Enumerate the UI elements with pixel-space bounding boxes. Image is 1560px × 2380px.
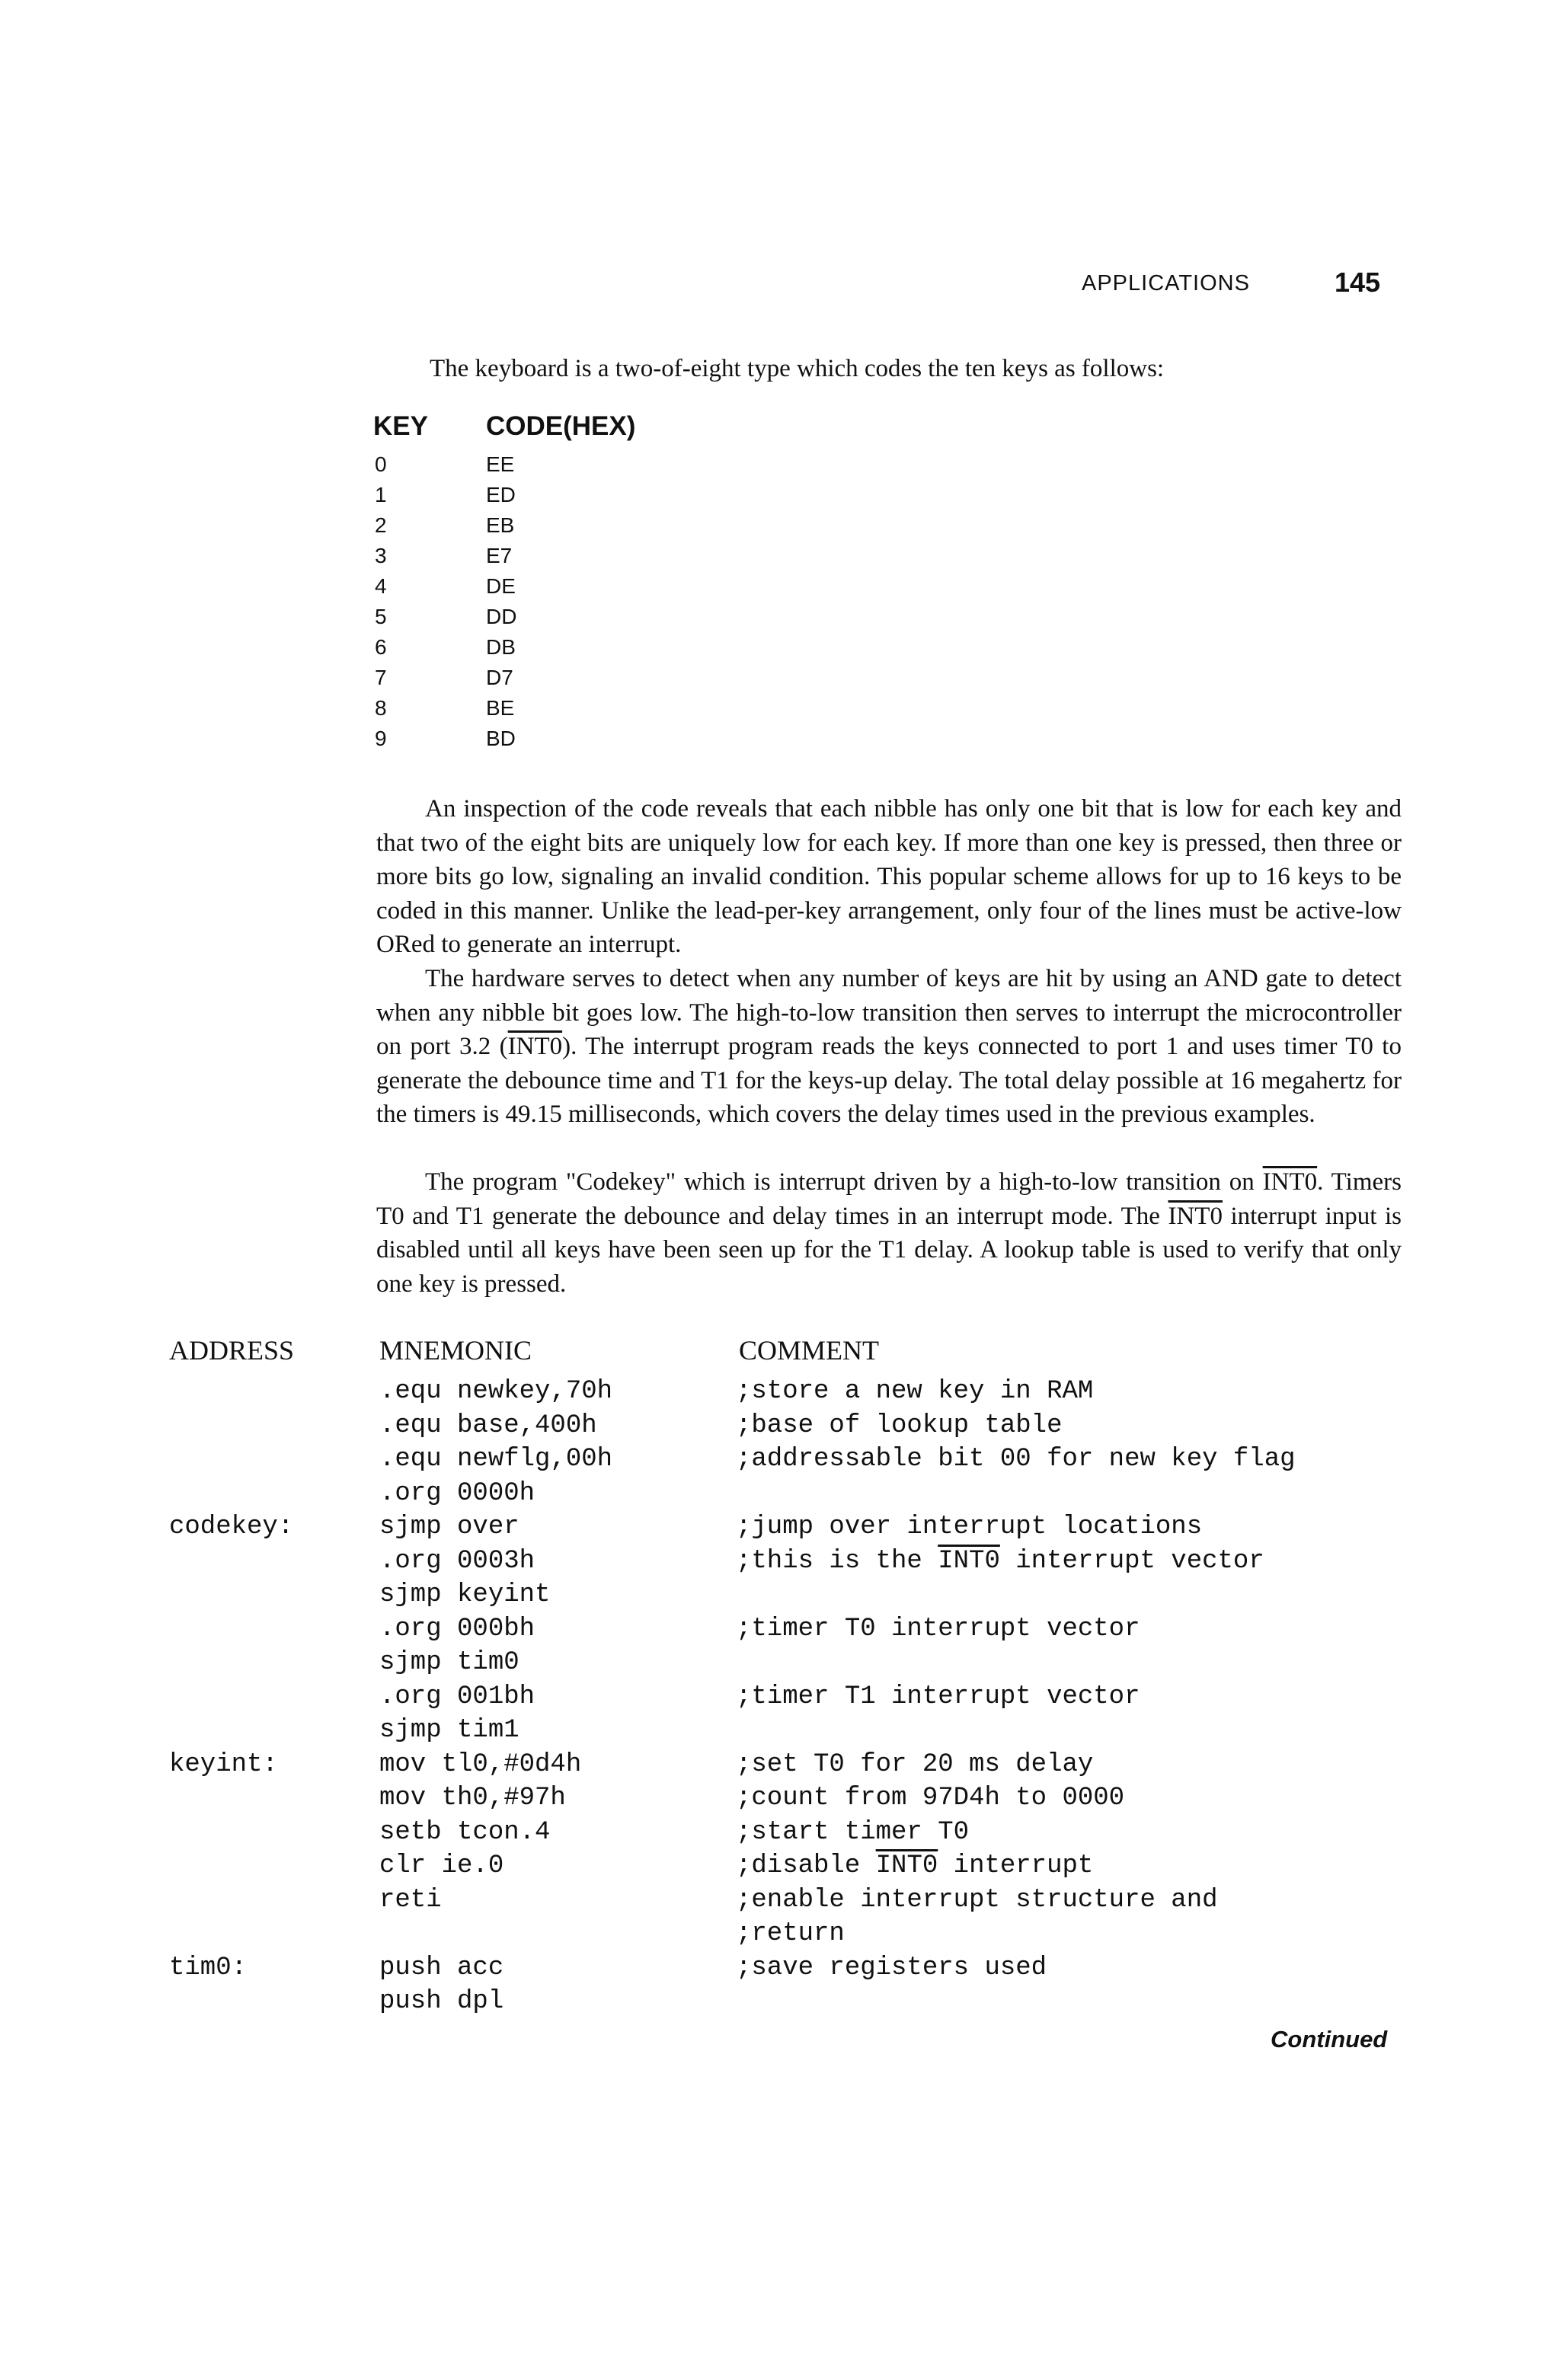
listing-row	[0, 1748, 1560, 1782]
listing-mnemonic: .org 0000h	[379, 1478, 535, 1508]
listing-row	[0, 1510, 1560, 1545]
listing-comment-text: ;count from 97D4h to 0000	[736, 1784, 1125, 1813]
int0-signal: INT0	[1168, 1202, 1223, 1230]
hex-code-value: D7	[486, 666, 513, 689]
listing-comment-text: ;start timer T0	[736, 1817, 970, 1847]
listing-row	[0, 1816, 1560, 1850]
listing-comment	[736, 1883, 1218, 1918]
listing-mnemonic: .equ base,400h	[379, 1410, 597, 1440]
listing-comment-text: ;disable	[736, 1851, 876, 1880]
assembly-listing	[0, 1375, 1560, 2019]
listing-mnemonic: sjmp tim1	[379, 1716, 519, 1745]
listing-address-label: keyint:	[169, 1749, 278, 1779]
listing-comment-text: ;store a new key in RAM	[736, 1377, 1094, 1406]
key-value: 4	[375, 574, 387, 598]
paragraph-code-inspection	[376, 792, 1402, 962]
listing-comment	[736, 1680, 1140, 1714]
listing-mnemonic: sjmp keyint	[379, 1580, 551, 1609]
listing-mnemonic: sjmp over	[379, 1513, 519, 1541]
listing-row	[0, 1477, 1560, 1511]
listing-mnemonic: .org 001bh	[379, 1682, 535, 1711]
listing-row	[0, 1985, 1560, 2019]
listing-row	[0, 1545, 1560, 1579]
key-value: 6	[375, 635, 387, 659]
listing-row	[0, 1781, 1560, 1816]
page-number: 145	[1335, 267, 1381, 298]
listing-row	[0, 1714, 1560, 1748]
key-value: 9	[375, 727, 387, 750]
paragraph-text: An inspection of the code reveals that each nibble has only one bit that is low for each key and that two of the eight bits are uniquely low for each key. If more than one key is pressed, then three or more bits go low, signaling an invalid condition. This popular scheme allows for up to 16 keys to be coded in this manner. Unlike the lead-per-key arrangement, only four of the lines must be active-low ORed to generate an interrupt.	[376, 795, 1402, 958]
listing-mnemonic: setb tcon.4	[379, 1817, 551, 1847]
int0-signal: INT0	[875, 1851, 938, 1880]
listing-comment	[736, 1781, 1124, 1816]
listing-comment	[736, 1849, 1093, 1883]
hex-code-value: E7	[486, 544, 513, 567]
key-value: 2	[375, 513, 387, 537]
continued-note: Continued	[1271, 2026, 1388, 2053]
hex-code-value: EB	[486, 513, 515, 537]
listing-mnemonic: .equ newkey,70h	[379, 1377, 613, 1406]
listing-comment	[736, 1510, 1202, 1545]
listing-comment	[736, 1375, 1093, 1409]
hex-code-value: DE	[486, 574, 516, 598]
listing-mnemonic: mov tl0,#0d4h	[379, 1749, 582, 1779]
paragraph-text-start: The program "Codekey" which is interrupt driven by a high-to-low transition on	[425, 1168, 1263, 1196]
listing-comment-text: ;return	[736, 1919, 845, 1948]
listing-mnemonic: .org 0003h	[379, 1546, 535, 1576]
key-value: 3	[375, 544, 387, 567]
listing-address-label: codekey:	[169, 1513, 294, 1541]
hex-code-value: DB	[486, 635, 516, 659]
paragraph-hardware	[376, 962, 1402, 1132]
intro-sentence: The keyboard is a two-of-eight type which codes the ten keys as follows:	[430, 355, 1165, 382]
key-value: 0	[375, 452, 387, 476]
listing-row	[0, 1612, 1560, 1647]
listing-mnemonic: .org 000bh	[379, 1614, 535, 1644]
key-column-header: KEY	[373, 411, 428, 441]
listing-row	[0, 1917, 1560, 1951]
listing-mnemonic: sjmp tim0	[379, 1648, 519, 1677]
listing-comment	[736, 1748, 1093, 1782]
listing-comment	[736, 1917, 845, 1951]
listing-comment-tail: interrupt vector	[999, 1546, 1264, 1576]
int0-signal: INT0	[1262, 1168, 1318, 1196]
listing-row	[0, 1883, 1560, 1918]
listing-mnemonic: .equ newflg,00h	[379, 1445, 613, 1474]
listing-comment	[736, 1442, 1296, 1477]
listing-row	[0, 1951, 1560, 1985]
listing-comment	[736, 1409, 1062, 1443]
running-header-title: APPLICATIONS	[1082, 271, 1250, 296]
listing-comment-text: ;set T0 for 20 ms delay	[736, 1749, 1094, 1779]
int0-signal: INT0	[938, 1546, 1000, 1576]
listing-row	[0, 1442, 1560, 1477]
listing-comment-text: ;timer T1 interrupt vector	[736, 1682, 1140, 1711]
paragraph-program-codekey	[376, 1165, 1402, 1301]
paragraph-text-end: interrupt input is disabled until all keys have been seen up for the T1 delay. A lookup table is used to verify that only one key is pressed.	[376, 1202, 1402, 1298]
listing-comment-text: ;addressable bit 00 for new key flag	[736, 1445, 1296, 1474]
listing-comment-tail: interrupt	[938, 1851, 1094, 1880]
listing-header-mnemonic: MNEMONIC	[379, 1335, 532, 1366]
key-value: 1	[375, 483, 387, 506]
code-column-header: CODE(HEX)	[486, 411, 636, 441]
listing-row	[0, 1409, 1560, 1443]
hex-code-value: BE	[486, 696, 515, 720]
listing-row	[0, 1646, 1560, 1680]
listing-header-address: ADDRESS	[169, 1335, 295, 1366]
hex-code-value: EE	[486, 452, 515, 476]
listing-comment	[736, 1816, 969, 1850]
listing-header-comment: COMMENT	[739, 1335, 880, 1366]
listing-row	[0, 1680, 1560, 1714]
listing-row	[0, 1849, 1560, 1883]
paragraph-text-middle: . Timers T0 and T1 generate the debounce and delay times in an interrupt mode. The	[376, 1168, 1402, 1230]
paragraph-text-end: ). The interrupt program reads the keys connected to port 1 and uses timer T0 to generate the debounce time and T1 for the keys-up delay. The total delay possible at 16 megahertz for the timers is 49.15 milliseconds, which covers the delay times used in the previous examples.	[376, 1033, 1402, 1128]
listing-comment-text: ;enable interrupt structure and	[736, 1885, 1218, 1915]
listing-row	[0, 1578, 1560, 1612]
int0-signal: INT0	[507, 1033, 563, 1060]
listing-comment-text: ;this is the	[736, 1546, 938, 1576]
listing-mnemonic: clr ie.0	[379, 1851, 504, 1880]
listing-row	[0, 1375, 1560, 1409]
key-value: 7	[375, 666, 387, 689]
listing-comment-text: ;timer T0 interrupt vector	[736, 1614, 1140, 1644]
hex-code-value: ED	[486, 483, 516, 506]
listing-comment	[736, 1545, 1264, 1579]
listing-mnemonic: push acc	[379, 1953, 504, 1982]
listing-comment-text: ;jump over interrupt locations	[736, 1513, 1203, 1541]
listing-comment	[736, 1951, 1047, 1985]
listing-mnemonic: mov th0,#97h	[379, 1784, 566, 1813]
listing-comment	[736, 1612, 1140, 1647]
hex-code-value: DD	[486, 605, 517, 628]
key-value: 8	[375, 696, 387, 720]
key-value: 5	[375, 605, 387, 628]
listing-comment-text: ;save registers used	[736, 1953, 1047, 1982]
listing-comment-text: ;base of lookup table	[736, 1410, 1063, 1440]
listing-mnemonic: reti	[379, 1885, 442, 1915]
listing-address-label: tim0:	[169, 1953, 248, 1982]
paragraph-text-start: The hardware serves to detect when any number of keys are hit by using an AND gate to detect when any nibble bit goes low. The high-to-low transition then serves to interrupt the microcontroller on port 3.2 (	[376, 965, 1402, 1060]
listing-mnemonic: push dpl	[379, 1987, 504, 2016]
hex-code-value: BD	[486, 727, 516, 750]
